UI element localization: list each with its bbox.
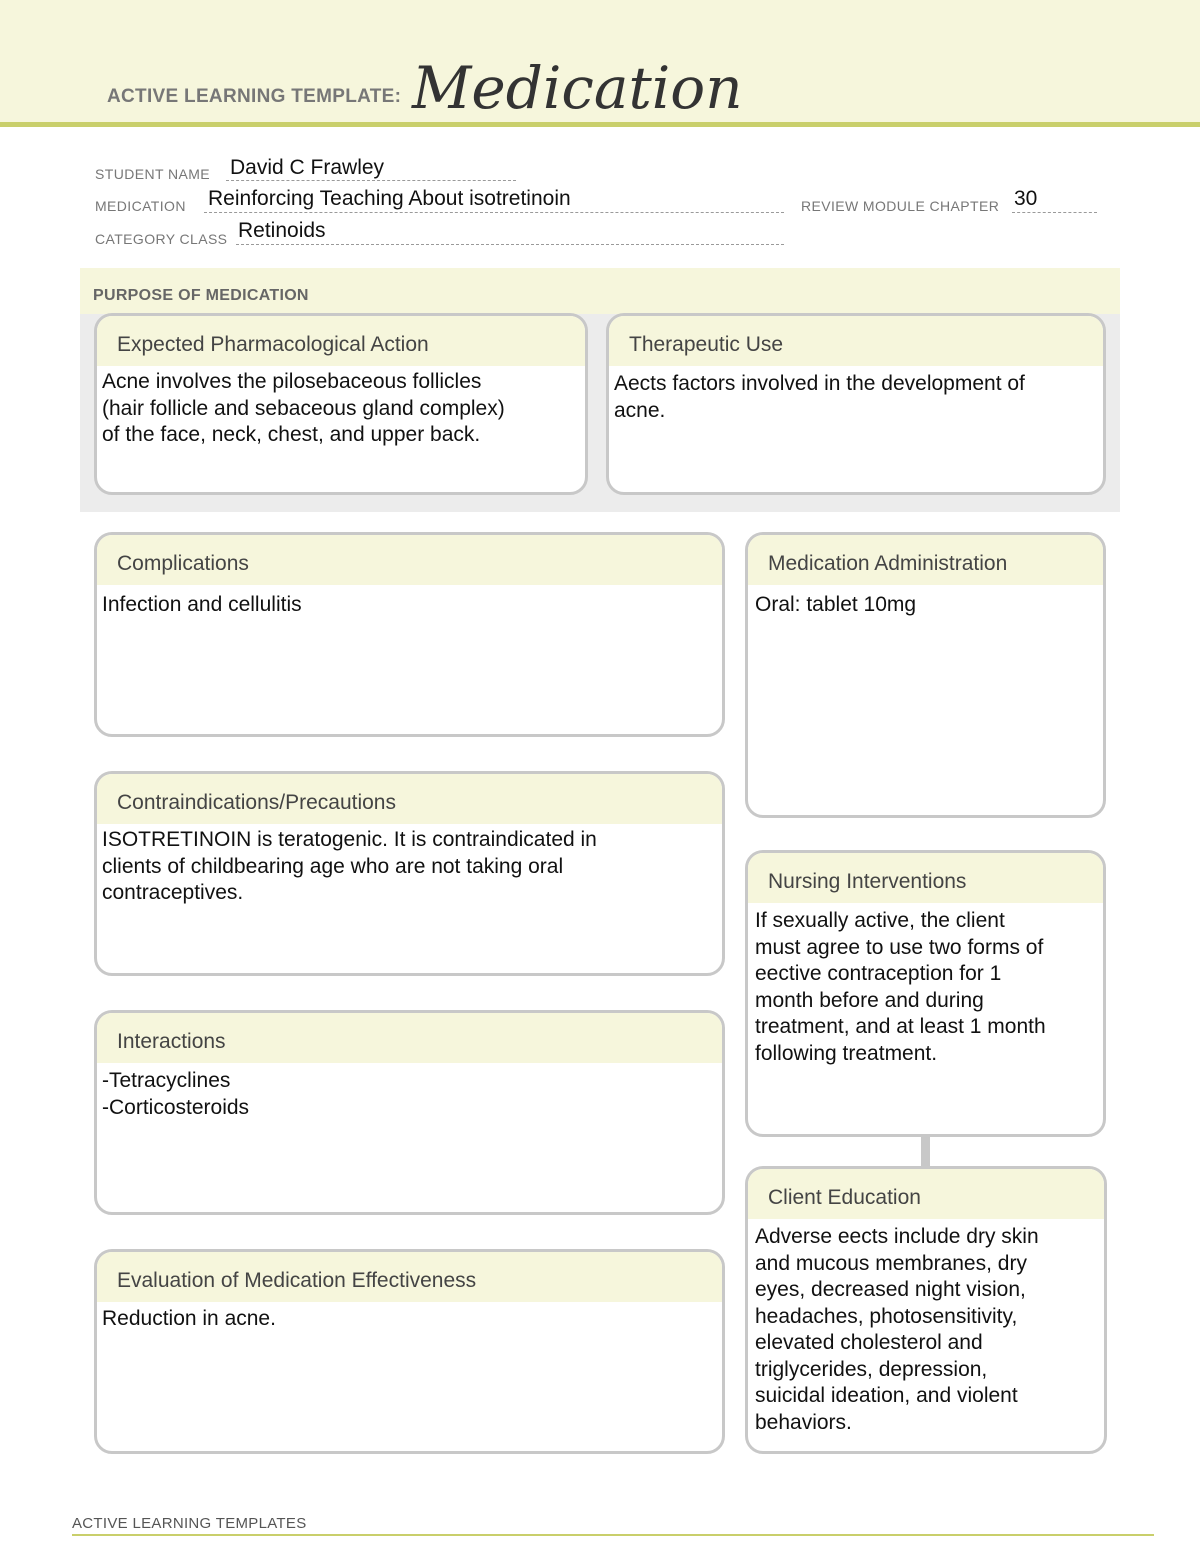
student-name-field[interactable]: David C Frawley [230,156,385,179]
review-module-field[interactable]: 30 [1014,187,1038,210]
interactions-title: Interactions [97,1013,722,1063]
complications-text[interactable]: Infection and cellulitis [102,593,302,616]
medication-administration-title: Medication Administration [748,535,1103,585]
expected-action-box [94,313,588,495]
interactions-box [94,1010,725,1215]
student-name-label: STUDENT NAME [95,166,210,182]
client-education-text[interactable]: Adverse eects include dry skin and mucous membranes, dry eyes, decreased night vision, headaches, photosensitivity, elevated cholesterol and triglycerides, depression, suicidal ideation, and violent behaviors. [755,1225,1039,1434]
medication-administration-box [745,532,1106,818]
category-class-label: CATEGORY CLASS [95,231,228,247]
therapeutic-use-title: Therapeutic Use [609,316,1103,366]
nursing-interventions-title: Nursing Interventions [748,853,1103,903]
evaluation-text[interactable]: Reduction in acne. [102,1307,276,1330]
complications-title: Complications [97,535,722,585]
client-education-box [745,1166,1107,1454]
contraindications-box [94,771,725,976]
therapeutic-use-box [606,313,1106,495]
footer-label: ACTIVE LEARNING TEMPLATES [72,1515,307,1532]
footer-divider [72,1534,1154,1536]
interactions-text[interactable]: -Tetracyclines -Corticosteroids [102,1069,250,1119]
evaluation-title: Evaluation of Medication Effectiveness [97,1252,722,1302]
contraindications-title: Contraindications/Precautions [97,774,722,824]
therapeutic-use-text[interactable]: Aects factors involved in the development of acne. [614,372,1025,422]
client-education-title: Client Education [748,1169,1104,1219]
header-divider [0,122,1200,127]
nursing-interventions-text[interactable]: If sexually active, the client must agree to use two forms of eective contraception for 1 month before and during treatment, and at least 1 month following treatment. [755,909,1046,1065]
medication-field[interactable]: Reinforcing Teaching About isotretinoin [208,187,571,210]
connector-line [921,1136,930,1166]
category-class-field[interactable]: Retinoids [238,219,326,242]
medication-administration-text[interactable]: Oral: tablet 10mg [755,593,917,616]
page-title: Medication [412,54,743,122]
evaluation-box [94,1249,725,1454]
medication-label: MEDICATION [95,198,186,214]
contraindications-text[interactable]: ISOTRETINOIN is teratogenic. It is contraindicated in clients of childbearing age who are not taking oral contraceptives. [102,828,597,904]
expected-action-text[interactable]: Acne involves the pilosebaceous follicles (hair follicle and sebaceous gland complex) of the face, neck, chest, and upper back. [102,370,505,446]
complications-box [94,532,725,737]
template-label: ACTIVE LEARNING TEMPLATE: [107,86,402,107]
purpose-label: PURPOSE OF MEDICATION [93,287,309,304]
medication-underline [204,212,784,213]
review-module-underline [1012,212,1097,213]
category-class-underline [236,244,784,245]
student-name-underline [226,180,516,181]
nursing-interventions-box [745,850,1106,1137]
expected-action-title: Expected Pharmacological Action [97,316,585,366]
review-module-label: REVIEW MODULE CHAPTER [801,198,1000,214]
